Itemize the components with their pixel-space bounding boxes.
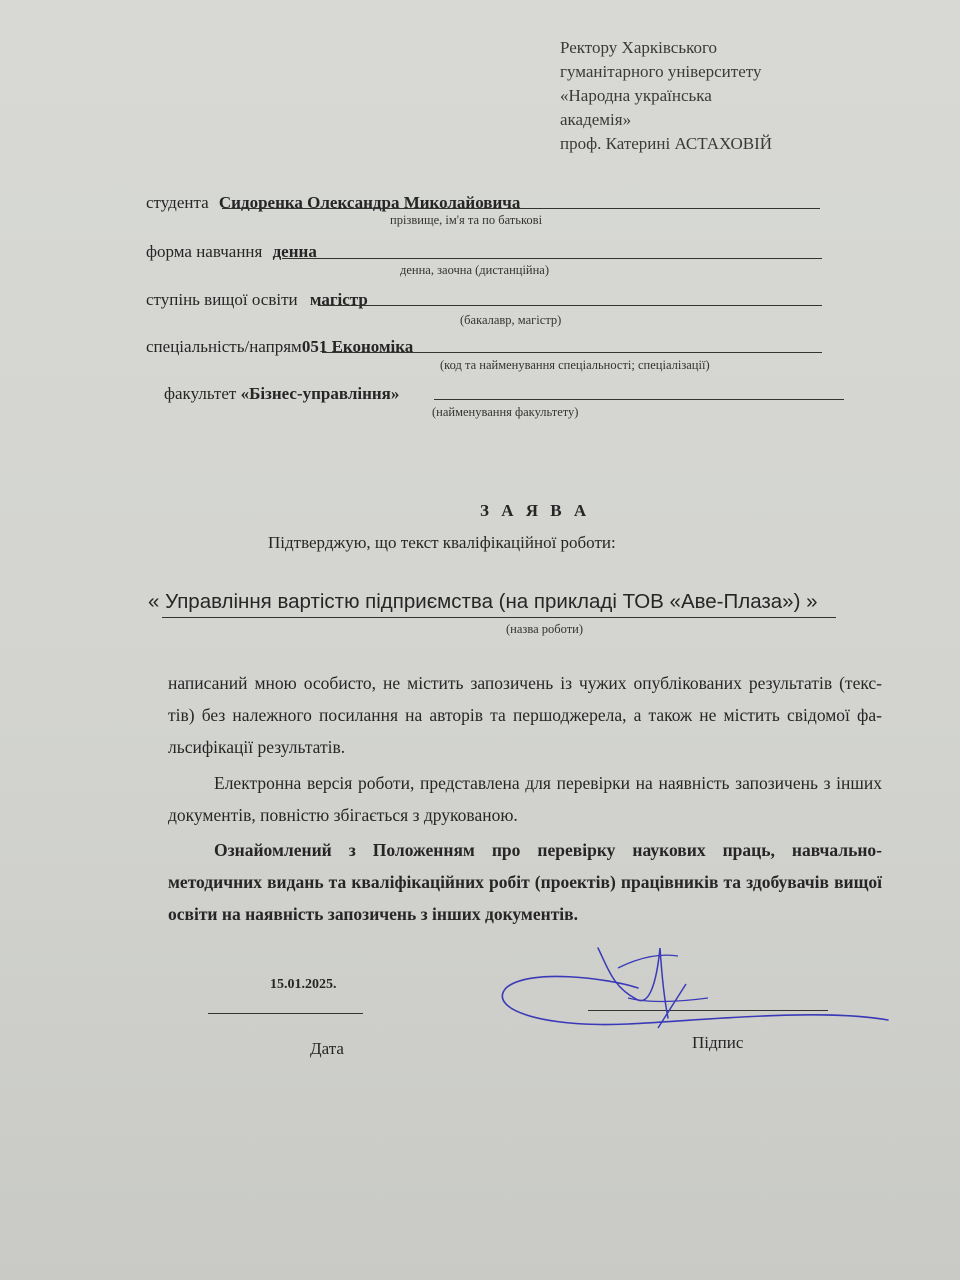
work-title-underline xyxy=(162,617,836,618)
specialty-label: спеціальність/напрям xyxy=(146,337,302,356)
degree-underline xyxy=(318,305,822,306)
faculty-hint: (найменування факультету) xyxy=(432,405,579,419)
addressee-line: «Народна українська xyxy=(560,86,712,105)
addressee-block xyxy=(560,36,772,156)
study-form-value: денна xyxy=(272,242,317,261)
specialty-underline xyxy=(322,352,822,353)
degree-field xyxy=(146,290,368,310)
statement-title: З А Я В А xyxy=(480,501,591,520)
specialty-hint: (код та найменування спеціальності; спеціалізації) xyxy=(440,358,710,372)
statement-paragraph-2: Електронна версія роботи, представлена для перевірки на наявність запозичень з інших документів, повністю збігається з друкованою. xyxy=(168,773,882,825)
student-field xyxy=(146,193,520,213)
date-value: 15.01.2025. xyxy=(270,977,337,992)
specialty-field xyxy=(146,337,413,357)
faculty-underline xyxy=(434,399,844,400)
statement-intro: Підтверджую, що текст кваліфікаційної роботи: xyxy=(268,533,616,552)
student-hint: прізвище, ім'я та по батькові xyxy=(390,213,543,227)
signature-label: Підпис xyxy=(692,1033,744,1052)
degree-hint: (бакалавр, магістр) xyxy=(460,313,562,327)
faculty-value: «Бізнес-управління» xyxy=(240,384,400,403)
addressee-line: академія» xyxy=(560,110,632,129)
degree-label: ступінь вищої освіти xyxy=(146,290,298,309)
date-label: Дата xyxy=(310,1039,344,1058)
addressee-line: проф. Катерині АСТАХОВІЙ xyxy=(560,134,773,153)
specialty-value: 051 Економіка xyxy=(301,337,414,356)
work-title: « Управління вартістю підприємства (на прикладі ТОВ «Аве-Плаза») » xyxy=(148,590,818,613)
handwritten-signature xyxy=(488,928,898,1038)
faculty-field xyxy=(164,384,399,404)
faculty-label: факультет xyxy=(164,384,237,403)
student-label: студента xyxy=(146,193,209,212)
degree-value: магістр xyxy=(309,290,368,309)
student-value: Сидоренка Олександра Миколайовича xyxy=(218,193,521,212)
statement-paragraph-3: Ознайомлений з Положенням про перевірку наукових праць, навчально-методичних видань та кваліфікаційних робіт (проектів) працівників та здобувачів вищої освіти на наявність запозичень з інших документів. xyxy=(168,840,882,924)
student-underline xyxy=(222,208,820,209)
study-form-hint: денна, заочна (дистанційна) xyxy=(400,263,550,277)
addressee-line: Ректору Харківського xyxy=(560,38,718,57)
study-form-label: форма навчання xyxy=(146,242,263,261)
study-form-underline xyxy=(282,258,822,259)
study-form-field xyxy=(146,242,317,262)
addressee-line: гуманітарного університету xyxy=(560,62,762,81)
work-title-hint: (назва роботи) xyxy=(506,622,584,636)
date-line xyxy=(208,1013,363,1014)
statement-paragraph-1: написаний мною особисто, не містить запозичень із чужих опублікованих результатів (текс- тів) без належного посилання на авторів та першоджерела, а також не містить свідомої фа- льсифікації результатів. xyxy=(168,673,882,757)
